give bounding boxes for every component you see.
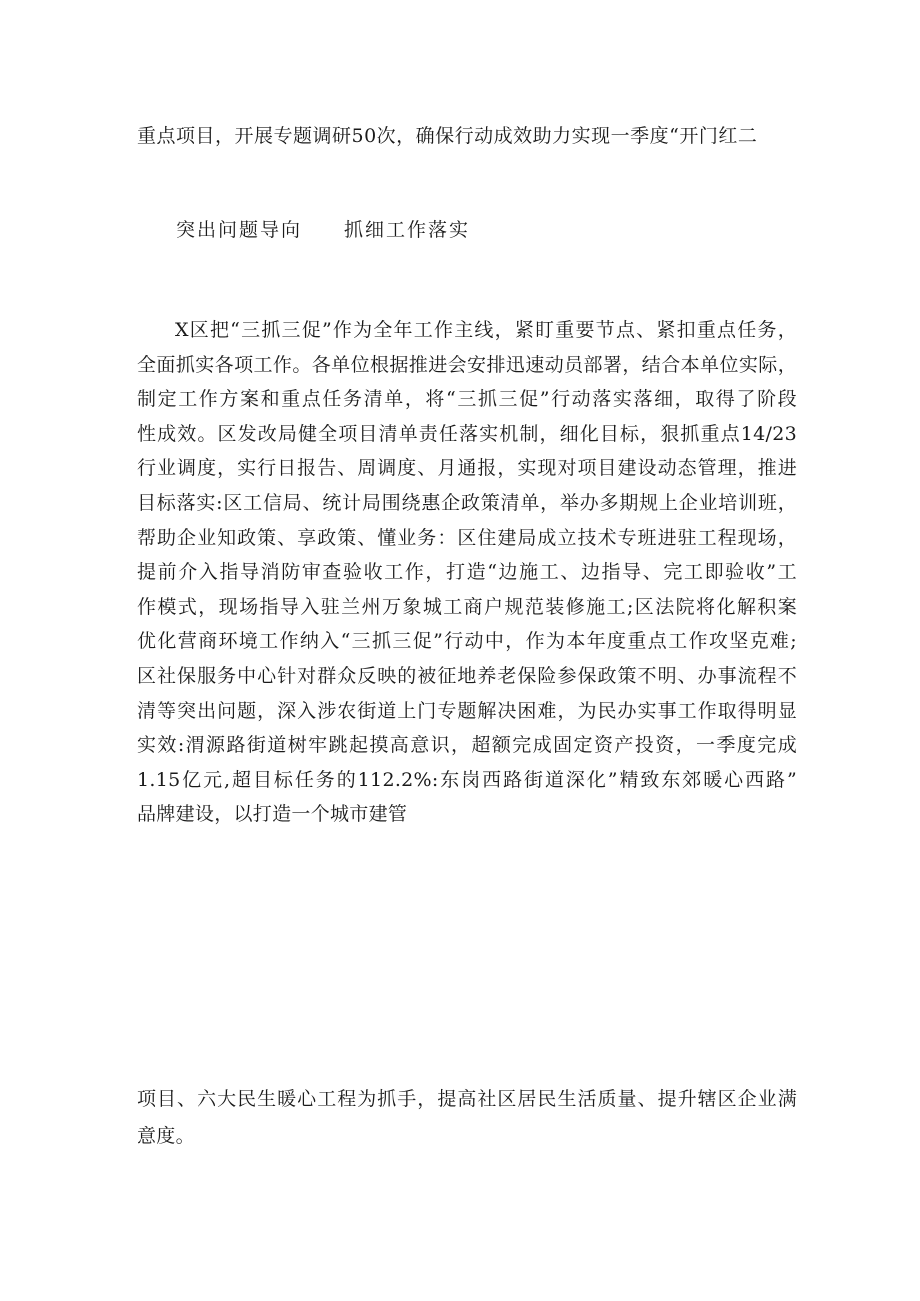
paragraph-line: 全面抓实各项工作。各单位根据推进会安排迅速动员部署，结合本单位实际， <box>137 353 797 376</box>
paragraph-line: X区把“三抓三促”作为全年工作主线，紧盯重要节点、紧扣重点任务， <box>175 319 797 341</box>
paragraph-line: 清等突出问题，深入涉农街道上门专题解决困难，为民办实事工作取得明显 <box>137 699 797 722</box>
top-line: 重点项目，开展专题调研50次，确保行动成效助力实现一季度“开门红二 <box>137 125 758 147</box>
heading-right: 抓细工作落实 <box>344 219 471 241</box>
paragraph-line: 实效:渭源路街道树牢跳起摸高意识，超额完成固定资产投资，一季度完成 <box>137 734 797 757</box>
paragraph-line: 品牌建设，以打造一个城市建管 <box>137 803 408 826</box>
paragraph-line: 帮助企业知政策、享政策、懂业务：区住建局成立技术专班进驻工程现场， <box>137 526 797 549</box>
paragraph-line: 项目、六大民生暖心工程为抓手，提高社区居民生活质量、提升辖区企业满 <box>137 1088 797 1110</box>
paragraph-line: 行业调度，实行日报告、周调度、月通报，实现对项目建设动态管理，推进 <box>137 457 797 480</box>
paragraph-line: 优化营商环境工作纳入“三抓三促”行动中，作为本年度重点工作攻坚克难; <box>137 630 797 653</box>
paragraph-line: 意度。 <box>137 1125 195 1147</box>
paragraph-line: 1.15亿元,超目标任务的112.2%:东岗西路街道深化”精致东郊暖心西路” <box>137 768 797 791</box>
heading-left: 突出问题导向 <box>176 219 303 241</box>
paragraph-line: 作模式，现场指导入驻兰州万象城工商户规范装修施工;区法院将化解积案 <box>137 595 797 618</box>
paragraph-line: 提前介入指导消防审查验收工作，打造“边施工、边指导、完工即验收”工 <box>137 561 797 584</box>
body-paragraph <box>137 313 797 832</box>
paragraph-line: 目标落实:区工信局、统计局围绕惠企政策清单，举办多期规上企业培训班， <box>137 491 797 514</box>
paragraph-line: 区社保服务中心针对群众反映的被征地养老保险参保政策不明、办事流程不 <box>137 664 797 687</box>
paragraph-line: 性成效。区发改局健全项目清单责任落实机制，细化目标，狠抓重点14/23 <box>137 422 797 445</box>
tail-paragraph <box>137 1081 797 1155</box>
paragraph-line: 制定工作方案和重点任务清单，将“三抓三促”行动落实落细，取得了阶段 <box>137 388 797 411</box>
